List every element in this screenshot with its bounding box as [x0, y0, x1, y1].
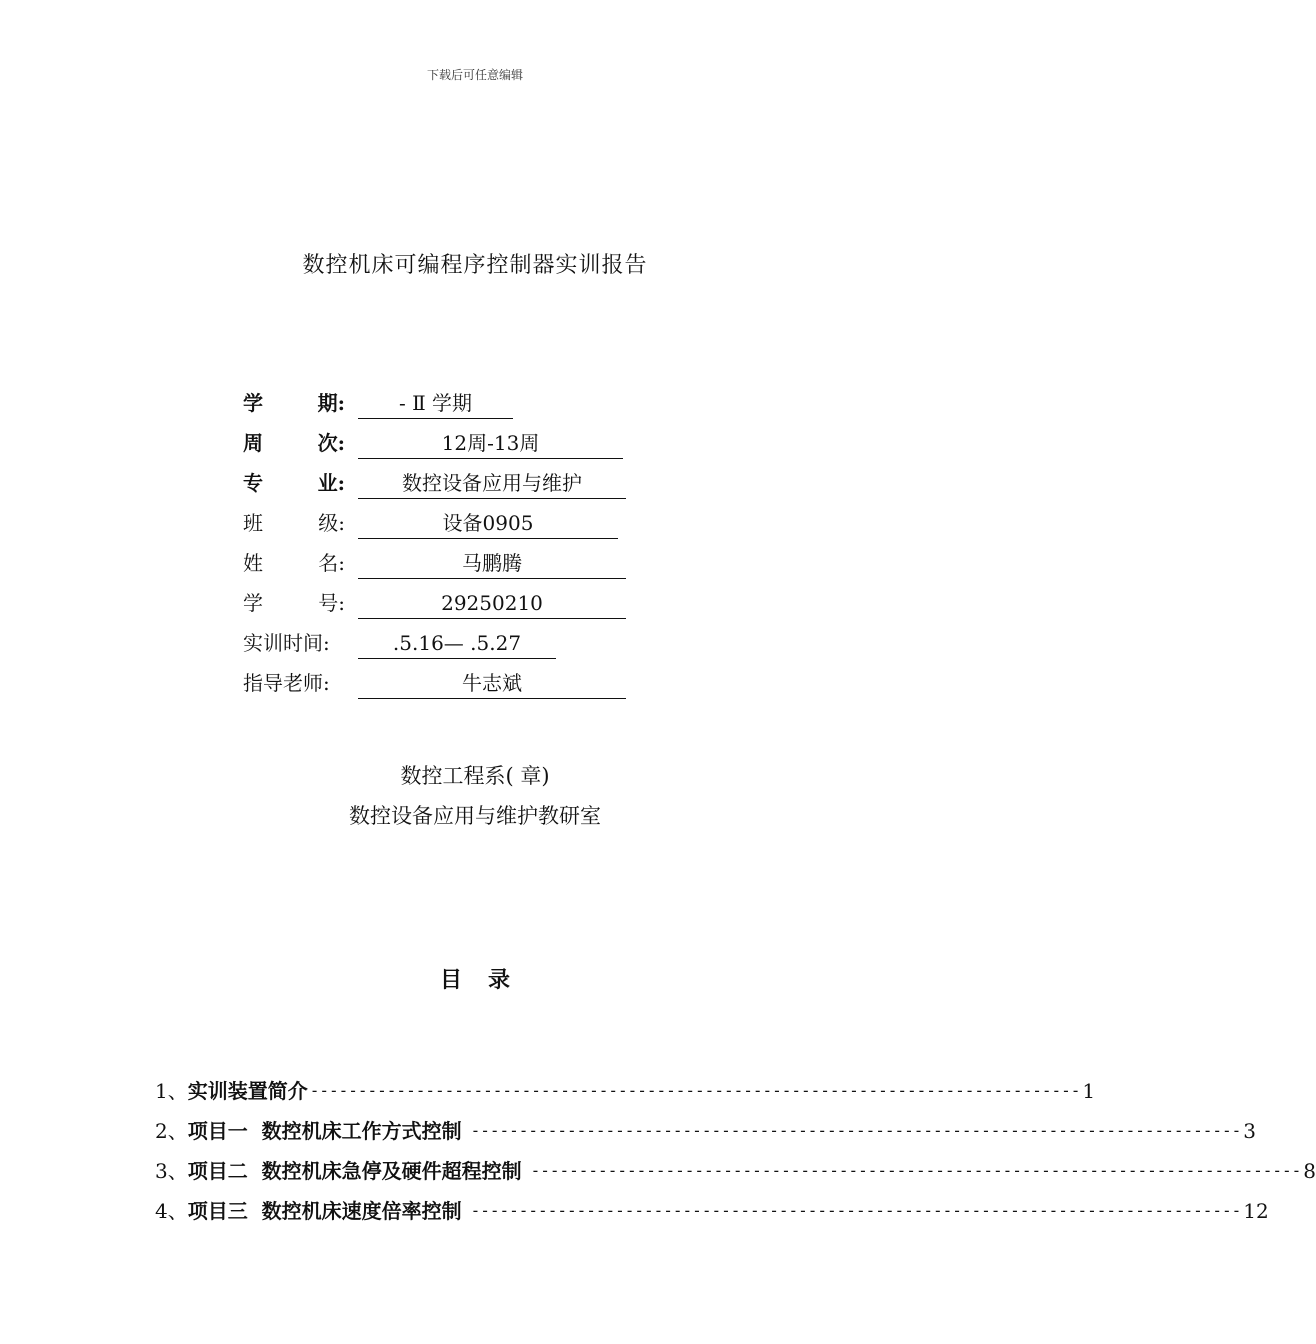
- info-label-part: 业:: [317, 471, 345, 495]
- info-label-part: 号:: [318, 591, 345, 615]
- toc-item[interactable]: [155, 1075, 1096, 1115]
- report-info-block: [243, 388, 643, 708]
- toc-item-leader: --------------------------------------------------------------------------------: [470, 1121, 1242, 1140]
- info-label: [243, 428, 353, 458]
- info-label: [243, 388, 353, 418]
- toc-item-page: 8: [1303, 1159, 1316, 1183]
- toc-item-leader: --------------------------------------------------------------------------------: [530, 1161, 1302, 1180]
- toc-item[interactable]: [155, 1155, 1316, 1195]
- info-label-part: 学: [243, 591, 263, 615]
- info-label-part: 实训时间:: [243, 631, 330, 655]
- info-row: [243, 468, 643, 508]
- info-label: [243, 548, 353, 578]
- info-label: [243, 508, 353, 538]
- toc-title: 目录: [439, 967, 536, 993]
- info-label-part: 次:: [317, 431, 345, 455]
- info-value: 29250210: [358, 588, 626, 619]
- toc-item-page: 12: [1243, 1199, 1269, 1223]
- info-label-part: 指导老师:: [243, 671, 330, 695]
- info-row: [243, 548, 643, 588]
- info-label-part: 专: [243, 471, 263, 495]
- info-row: [243, 428, 643, 468]
- toc-item[interactable]: [155, 1195, 1269, 1235]
- info-label-part: 班: [243, 511, 263, 535]
- info-row: [243, 508, 643, 548]
- info-value: 牛志斌: [358, 668, 626, 699]
- header-note: 下载后可任意编辑: [426, 68, 523, 82]
- toc-item-number: 1、: [155, 1079, 188, 1103]
- info-value: 马鹏腾: [358, 548, 626, 579]
- info-row: [243, 588, 643, 628]
- office-name: 数控设备应用与维护教研室: [349, 804, 601, 828]
- info-value: 设备0905: [358, 508, 618, 539]
- toc-item-page: 1: [1082, 1079, 1096, 1103]
- info-label: [243, 628, 353, 658]
- toc-item-number: 3、: [155, 1159, 188, 1183]
- info-row: [243, 388, 643, 428]
- info-label-part: 学: [243, 391, 263, 415]
- department-name: 数控工程系( 章): [400, 764, 550, 788]
- table-of-contents: [155, 1075, 1316, 1235]
- info-label-part: 姓: [243, 551, 263, 575]
- info-label-part: 级:: [318, 511, 345, 535]
- toc-item-title: 实训装置简介: [187, 1079, 308, 1103]
- toc-item[interactable]: [155, 1115, 1256, 1155]
- info-value: 12周-13周: [358, 428, 623, 459]
- info-label: [243, 668, 353, 698]
- toc-item-leader: --------------------------------------------------------------------------------: [470, 1201, 1242, 1220]
- info-row: [243, 628, 643, 668]
- info-label: [243, 468, 353, 498]
- info-label-part: 名:: [318, 551, 345, 575]
- toc-item-page: 3: [1243, 1119, 1256, 1143]
- info-row: [243, 668, 643, 708]
- info-value: .5.16— .5.27: [358, 628, 556, 659]
- info-label-part: 期:: [317, 391, 345, 415]
- info-label-part: 周: [243, 431, 263, 455]
- toc-item-title: 项目三 数控机床速度倍率控制: [187, 1199, 469, 1223]
- info-label: [243, 588, 353, 618]
- info-value: 数控设备应用与维护: [358, 468, 626, 499]
- toc-item-leader: --------------------------------------------------------------------------------: [309, 1081, 1081, 1100]
- toc-item-number: 2、: [155, 1119, 188, 1143]
- toc-item-number: 4、: [155, 1199, 188, 1223]
- toc-item-title: 项目一 数控机床工作方式控制: [187, 1119, 469, 1143]
- info-value: - Ⅱ 学期: [358, 388, 513, 419]
- toc-item-title: 项目二 数控机床急停及硬件超程控制: [187, 1159, 529, 1183]
- document-title: 数控机床可编程序控制器实训报告: [302, 253, 648, 278]
